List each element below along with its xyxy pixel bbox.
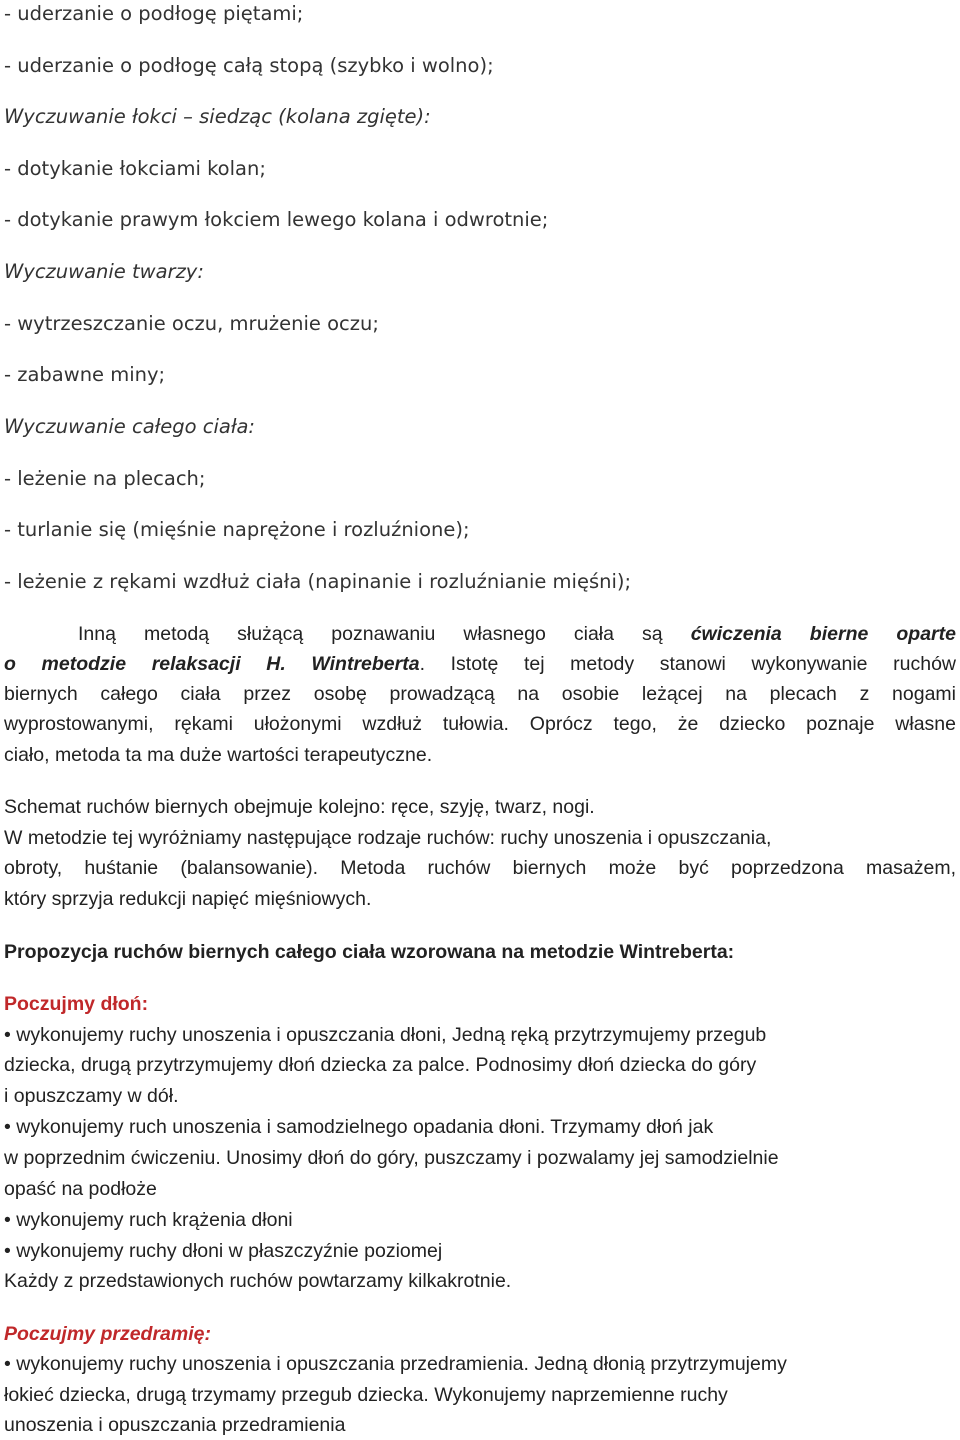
list-item: i opuszczamy w dół. [4, 1085, 179, 1107]
section-title-forearm: Poczujmy przedramię: [4, 1323, 211, 1345]
list-item: Każdy z przedstawionych ruchów powtarzamy kilkakrotnie. [4, 1270, 512, 1292]
list-item: opaść na podłoże [4, 1178, 157, 1200]
list-item: - dotykanie łokciami kolan; [4, 157, 266, 180]
list-item: łokieć dziecka, drugą trzymamy przegub dziecka. Wykonujemy naprzemienne ruchy [4, 1384, 728, 1406]
paragraph-line: który sprzyja redukcji napięć mięśniowych. [4, 888, 372, 910]
list-item: - dotykanie prawym łokciem lewego kolana i odwrotnie; [4, 208, 549, 231]
paragraph-line [4, 650, 956, 678]
section-heading: Wyczuwanie łokci – siedząc (kolana zgięte): [4, 105, 431, 128]
section-heading: Wyczuwanie całego ciała: [4, 415, 255, 438]
list-item: unoszenia i opuszczania przedramienia [4, 1414, 346, 1436]
emphasis-text: ćwiczenia bierne oparte [690, 623, 956, 645]
list-item: • wykonujemy ruch unoszenia i samodzielnego opadania dłoni. Trzymamy dłoń jak [4, 1116, 714, 1138]
list-item: dziecka, drugą przytrzymujemy dłoń dziecka za palce. Podnosimy dłoń dziecka do góry [4, 1054, 757, 1076]
list-item: - leżenie z rękami wzdłuż ciała (napinanie i rozluźnianie mięśni); [4, 570, 632, 593]
paragraph-line [4, 620, 956, 648]
list-item: - wytrzeszczanie oczu, mrużenie oczu; [4, 312, 379, 335]
list-item: - turlanie się (mięśnie naprężone i rozluźnione); [4, 518, 470, 541]
paragraph-line: Schemat ruchów biernych obejmuje kolejno: ręce, szyję, twarz, nogi. [4, 796, 595, 818]
paragraph-line: wyprostowanymi, rękami ułożonymi wzdłuż tułowia. Oprócz tego, że dziecko poznaje własne [4, 713, 956, 735]
paragraph-line: biernych całego ciała przez osobę prowadzącą na osobie leżącej na plecach z nogami [4, 683, 956, 705]
paragraph-line: ciało, metoda ta ma duże wartości terapeutyczne. [4, 744, 433, 766]
list-item: - leżenie na plecach; [4, 467, 206, 490]
page-heading: Propozycja ruchów biernych całego ciała wzorowana na metodzie Wintreberta: [4, 941, 735, 963]
section-heading: Wyczuwanie twarzy: [4, 260, 204, 283]
section-title-hand: Poczujmy dłoń: [4, 993, 149, 1015]
list-item: - uderzanie o podłogę piętami; [4, 2, 304, 25]
list-item: • wykonujemy ruchy dłoni w płaszczyźnie poziomej [4, 1240, 443, 1262]
paragraph-text: Inną metodą służącą poznawaniu własnego ciała są [78, 623, 691, 645]
paragraph-line: obroty, huśtanie (balansowanie). Metoda ruchów biernych może być poprzedzona masażem, [4, 857, 956, 879]
list-item: - uderzanie o podłogę całą stopą (szybko i wolno); [4, 54, 494, 77]
paragraph-line: W metodzie tej wyróżniamy następujące rodzaje ruchów: ruchy unoszenia i opuszczania, [4, 827, 772, 849]
list-item: • wykonujemy ruchy unoszenia i opuszczania przedramienia. Jedną dłonią przytrzymujemy [4, 1353, 787, 1375]
list-item: w poprzednim ćwiczeniu. Unosimy dłoń do góry, puszczamy i pozwalamy jej samodzielnie [4, 1147, 779, 1169]
emphasis-text: o metodzie relaksacji H. Wintreberta [4, 653, 420, 675]
paragraph-text: . Istotę tej metody stanowi wykonywanie ruchów [419, 653, 956, 675]
list-item: - zabawne miny; [4, 363, 166, 386]
list-item: • wykonujemy ruchy unoszenia i opuszczania dłoni, Jedną ręką przytrzymujemy przegub [4, 1024, 767, 1046]
list-item: • wykonujemy ruch krążenia dłoni [4, 1209, 293, 1231]
